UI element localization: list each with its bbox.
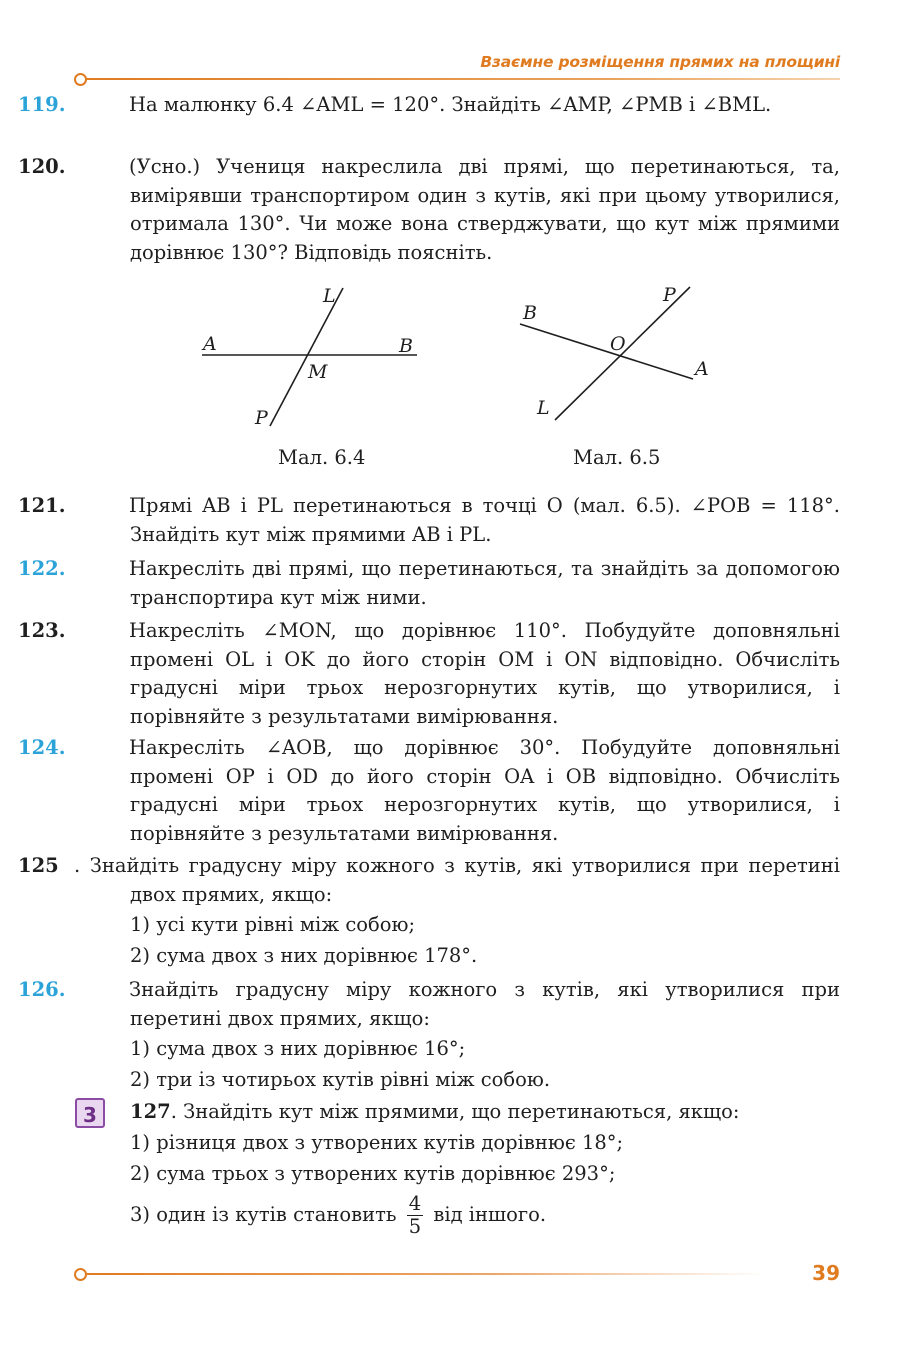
problem-item-3: [74, 1193, 840, 1238]
line-pl: [270, 288, 343, 426]
problem-number: 120.: [18, 155, 66, 178]
problem-number: 127: [130, 1100, 171, 1123]
problem-122: [18, 555, 840, 612]
footer-rule: [86, 1273, 766, 1275]
item-3-before: 3) один із кутів становить: [130, 1202, 397, 1226]
problem-123: [18, 617, 840, 731]
problem-text: На малюнку 6.4 ∠AML = 120°. Знайдіть ∠AMP, ∠PMB і ∠BML.: [129, 93, 772, 116]
problem-text: (Усно.) Учениця накреслила дві прямі, що перетинаються, та, вимірявши транспортиром один з кутів, які при цьому утворилися, отримала 130°. Чи може вона стверджувати, що кут між прямими дорівнює 130°? Відповідь поясніть.: [129, 155, 840, 264]
difficulty-level-badge: 3: [75, 1098, 105, 1128]
problem-number: 126.: [18, 978, 66, 1001]
problem-item: 2) сума трьох з утворених кутів дорівнює 293°;: [130, 1161, 616, 1185]
problem-item: 1) різниця двох з утворених кутів дорівнює 18°;: [130, 1130, 624, 1154]
page-number: 39: [812, 1261, 840, 1285]
problem-121: [18, 492, 840, 549]
fraction-denominator: 5: [408, 1214, 422, 1238]
label-l: L: [537, 397, 550, 419]
problem-text: Накресліть дві прямі, що перетинаються, та знайдіть за допомогою транспортира кут між ними.: [129, 557, 840, 609]
problem-text: Накресліть ∠MON, що дорівнює 110°. Побудуйте доповняльні промені OL і OK до його сторін OM і ON відповідно. Обчисліть градусні міри трьох нерозгорнутих кутів, що утворилися, і порівняйте з результатами вимірювання.: [129, 619, 840, 728]
problem-124: [18, 734, 840, 848]
problem-125: 125 . Знайдіть градусну міру кожного з кутів, які утворилися при перетині двох прямих, якщо: 1) усі кути рівні між собою; 2) сума двох з них дорівнює 178°.: [74, 852, 840, 971]
problem-127: [74, 1098, 840, 1238]
header-rule: [86, 78, 840, 80]
problem-item: 1) усі кути рівні між собою;: [130, 913, 416, 936]
section-title: Взаємне розміщення прямих на площині: [480, 53, 840, 71]
problem-text: . Знайдіть градусну міру кожного з кутів, які утворилися при перетині двох прямих, якщо:: [74, 854, 840, 906]
problem-item: 1) сума двох з них дорівнює 16°;: [130, 1037, 466, 1060]
label-a: A: [203, 333, 217, 355]
label-l: L: [323, 285, 336, 307]
problem-text: Знайдіть градусну міру кожного з кутів, які утворилися при перетині двох прямих, якщо:: [129, 978, 840, 1030]
label-p: P: [663, 284, 676, 306]
problem-item: 2) сума двох з них дорівнює 178°.: [130, 944, 478, 967]
label-b: B: [399, 335, 413, 357]
problem-number: 123.: [18, 619, 66, 642]
problem-number: 122.: [18, 557, 66, 580]
label-o: O: [610, 333, 626, 355]
figure-6-4-caption: Мал. 6.4: [278, 446, 366, 469]
figure-6-5-caption: Мал. 6.5: [573, 446, 661, 469]
fraction-numerator: 4: [408, 1191, 422, 1215]
problem-text: Накресліть ∠AOB, що дорівнює 30°. Побудуйте доповняльні промені OP і OD до його сторін OA і OB відповідно. Обчисліть градусні міри трьох нерозгорнутих кутів, що утворилися, і порівняйте з результатами вимірювання.: [129, 736, 840, 845]
problem-120: [18, 153, 840, 267]
fraction-four-fifths: [407, 1193, 423, 1238]
problem-119: [18, 91, 840, 120]
problem-126: [18, 976, 840, 1095]
problem-item: 2) три із чотирьох кутів рівні між собою.: [130, 1068, 551, 1091]
problem-text: . Знайдіть кут між прямими, що перетинаються, якщо:: [170, 1100, 740, 1123]
line-ba: [520, 324, 693, 379]
figure-6-5: [515, 282, 730, 427]
figure-6-4: [195, 282, 425, 432]
label-a: A: [695, 358, 709, 380]
label-b: B: [523, 302, 537, 324]
item-3-after: від іншого.: [433, 1202, 547, 1226]
problem-text: Прямі AB і PL перетинаються в точці O (мал. 6.5). ∠POB = 118°. Знайдіть кут між прямими AB і PL.: [129, 494, 840, 546]
problem-number: 119.: [18, 93, 66, 116]
problem-number: 124.: [18, 736, 66, 759]
label-p: P: [255, 407, 268, 429]
label-m: M: [308, 361, 328, 383]
problem-number: 121.: [18, 494, 66, 517]
